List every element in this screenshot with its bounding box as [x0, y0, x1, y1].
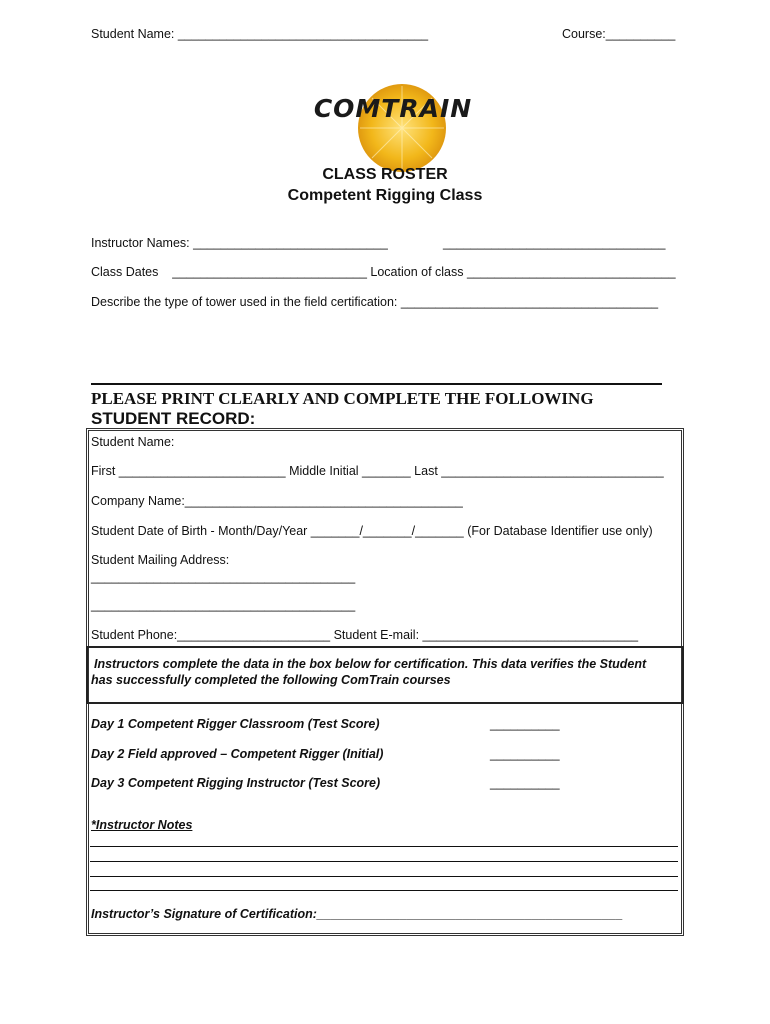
tower-type-field[interactable]: Describe the type of tower used in the field certification: _____________________________________: [91, 295, 659, 309]
instructor-signature-field[interactable]: Instructor’s Signature of Certification:____________________________________________: [91, 907, 623, 921]
notes-line[interactable]: [90, 846, 678, 847]
mailing-address-label: Student Mailing Address:: [91, 553, 230, 567]
phone-email-field[interactable]: Student Phone:______________________ Student E-mail: _______________________________: [91, 628, 639, 642]
course-day-1-label: Day 1 Competent Rigger Classroom (Test Score): [91, 717, 380, 731]
instructor-notes-label: *Instructor Notes: [91, 818, 193, 832]
course-field[interactable]: Course:__________: [562, 27, 676, 41]
course-day-2-label: Day 2 Field approved – Competent Rigger (Initial): [91, 747, 384, 761]
student-name-label: Student Name:: [91, 435, 175, 449]
logo-text: COMTRAIN: [313, 94, 473, 123]
section-divider: [91, 383, 662, 385]
instructor-instructions-line-1: Instructors complete the data in the box below for certification. This data verifies the Student: [94, 657, 647, 671]
page-title: CLASS ROSTER: [322, 166, 448, 183]
student-record-heading: STUDENT RECORD:: [91, 409, 256, 428]
course-day-3-label: Day 3 Competent Rigging Instructor (Test Score): [91, 776, 381, 790]
instructor-instructions-line-2: has successfully completed the following ComTrain courses: [91, 673, 451, 687]
print-clearly-heading: PLEASE PRINT CLEARLY AND COMPLETE THE FOLLOWING: [91, 389, 594, 408]
notes-line[interactable]: [90, 876, 678, 877]
date-of-birth-field[interactable]: Student Date of Birth - Month/Day/Year _______/_______/_______ (For Database Identifier use only): [91, 524, 653, 538]
comtrain-logo: [300, 64, 486, 156]
course-day-3-score-field[interactable]: __________: [490, 776, 560, 790]
mailing-address-line-1[interactable]: ______________________________________: [91, 570, 356, 584]
student-full-name-field[interactable]: First ________________________ Middle Initial _______ Last ________________________________: [91, 464, 664, 478]
notes-line[interactable]: [90, 890, 678, 891]
course-day-2-initial-field[interactable]: __________: [490, 747, 560, 761]
mailing-address-line-2[interactable]: ______________________________________: [91, 598, 356, 612]
company-name-field[interactable]: Company Name:________________________________________: [91, 494, 463, 508]
course-day-1-score-field[interactable]: __________: [490, 717, 560, 731]
page-subtitle: Competent Rigging Class: [287, 187, 483, 204]
instructor-names-field-2[interactable]: ________________________________: [443, 236, 666, 250]
notes-line[interactable]: [90, 861, 678, 862]
class-dates-location-field[interactable]: Class Dates ____________________________ Location of class ______________________________: [91, 265, 676, 279]
instructor-names-field[interactable]: Instructor Names: ____________________________: [91, 236, 388, 250]
student-name-field[interactable]: Student Name: ____________________________________: [91, 27, 429, 41]
